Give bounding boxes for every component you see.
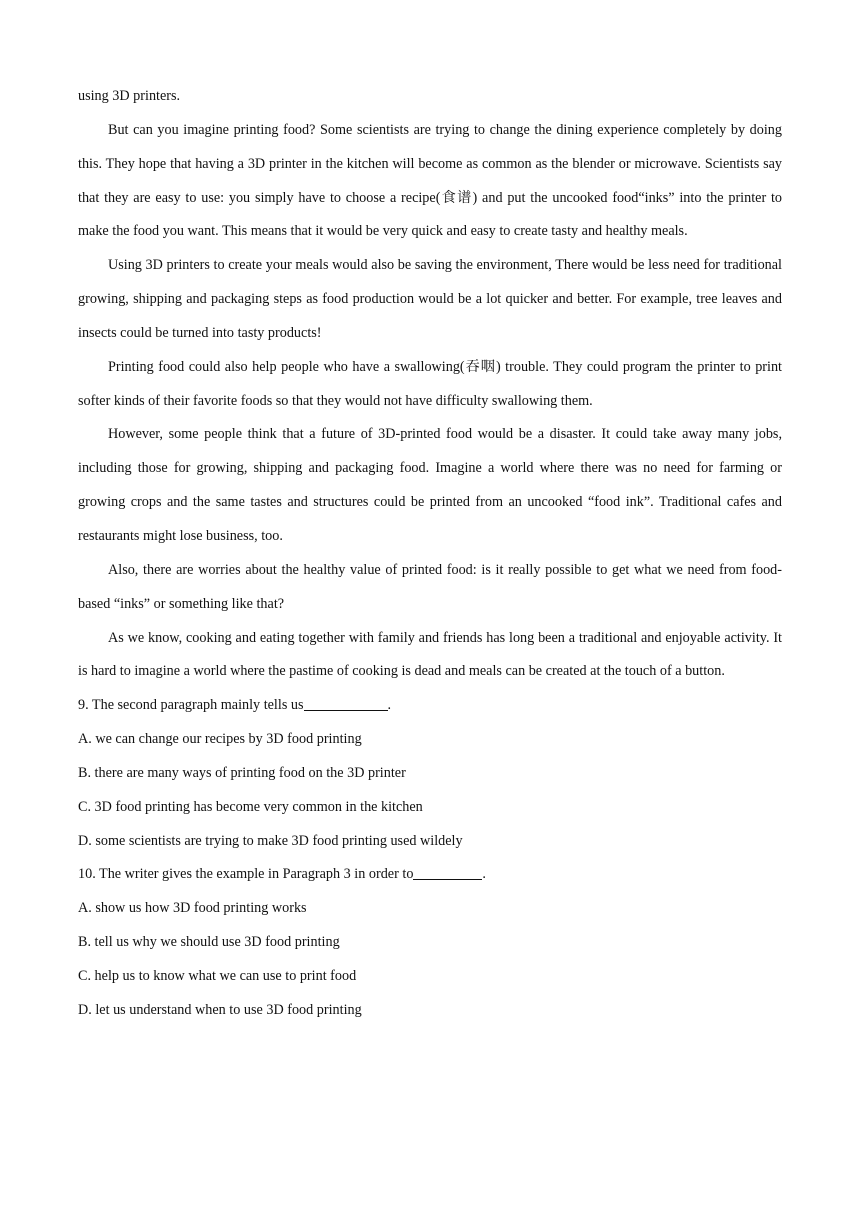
option-b: B. there are many ways of printing food on the 3D printer [78,764,406,781]
option-d: D. some scientists are trying to make 3D food printing used wildely [78,832,463,849]
option-c: C. 3D food printing has become very common in the kitchen [78,798,423,815]
question-stem [78,858,782,892]
passage-first-line: using 3D printers. [78,88,181,104]
option-a: A. we can change our recipes by 3D food printing [78,731,362,748]
answer-blank [304,696,388,711]
option-a: A. show us how 3D food printing works [78,900,307,917]
paragraph-2: But can you imagine printing food? Some scientists are trying to change the dining experience completely by doing this. They hope that having a 3D printer in the kitchen will become as common as the blender or microwave. Scientists say that they are easy to use: you simply have to choose a recipe(食谱) and put the uncooked food“inks” into the printer to make the food you want. This means that it would be very quick and easy to create tasty and healthy meals. [78,121,782,240]
option-d: D. let us understand when to use 3D food printing [78,1001,362,1018]
answer-blank [413,865,482,880]
paragraph-6: Also, there are worries about the healthy value of printed food: is it really possible to get what we need from food-based “inks” or something like that? [78,561,782,612]
question-9-period: . [387,697,392,714]
question-9 [78,689,782,858]
question-10-period: . [482,866,486,883]
paragraph-3: Using 3D printers to create your meals would also be saving the environment, There would be less need for traditional growing, shipping and packaging steps as food production would be a lot quicker and better. For example, tree leaves and insects could be turned into tasty products! [78,257,782,341]
paragraph-4: Printing food could also help people who have a swallowing(吞咽) trouble. They could program the printer to print softer kinds of their favorite foods so that they would not have difficulty swallowing them. [78,358,782,409]
option-b: B. tell us why we should use 3D food printing [78,934,340,951]
paragraph-7: As we know, cooking and eating together with family and friends has long been a traditional and enjoyable activity. It is hard to imagine a world where the pastime of cooking is dead and meals can be created at the touch of a button. [78,629,782,680]
question-9-stem: 9. The second paragraph mainly tells us [78,697,304,714]
document-page [78,80,782,1028]
option-c: C. help us to know what we can use to print food [78,967,357,984]
question-10-stem: 10. The writer gives the example in Paragraph 3 in order to [78,866,414,883]
question-10 [78,858,782,1027]
paragraph-5: However, some people think that a future of 3D-printed food would be a disaster. It could take away many jobs, including those for growing, shipping and packaging food. Imagine a world where there was no need for farming or growing crops and the same tastes and structures could be printed from an uncooked “food ink”. Traditional cafes and restaurants might lose business, too. [78,426,782,544]
question-stem [78,689,782,723]
